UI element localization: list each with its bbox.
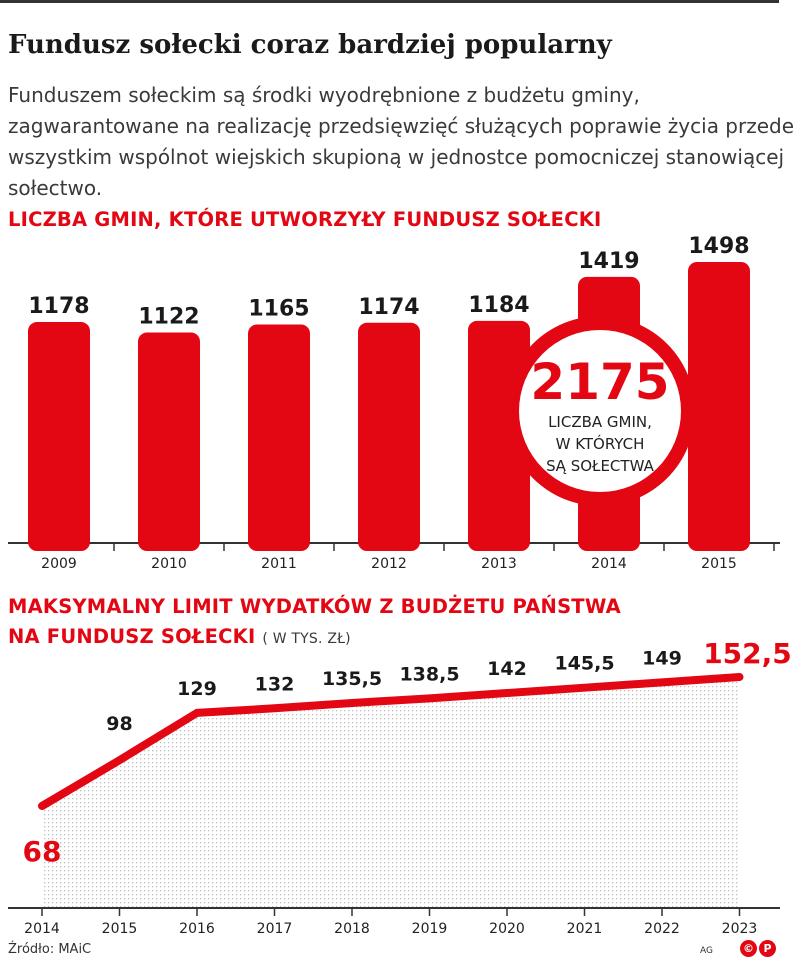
bar-chart <box>0 225 805 580</box>
point-value-label: 98 <box>106 713 133 736</box>
bar-category-label: 2010 <box>151 556 187 572</box>
bar-category-label: 2014 <box>591 556 627 572</box>
line-chart-unit: ( W TYS. ZŁ) <box>262 631 351 647</box>
page-title: Fundusz sołecki coraz bardziej popularny <box>8 30 612 60</box>
line-x-label: 2019 <box>411 921 448 935</box>
callout-line2: W KTÓRYCH <box>555 435 645 453</box>
bar-category-label: 2012 <box>371 556 407 572</box>
area-fill <box>42 677 740 908</box>
line-x-label: 2018 <box>334 921 370 935</box>
line-x-label: 2021 <box>566 921 603 935</box>
point-value-label: 68 <box>22 835 62 868</box>
phonogram-icon: P <box>759 940 776 957</box>
line-x-label: 2017 <box>256 921 293 935</box>
line-x-label: 2022 <box>644 921 680 935</box>
callout-number: 2175 <box>530 353 670 411</box>
bar-value-label: 1498 <box>688 234 750 259</box>
bar-value-label: 1174 <box>358 294 420 320</box>
point-value-label: 138,5 <box>399 663 460 686</box>
line-x-label: 2020 <box>489 921 525 935</box>
line-chart <box>0 630 805 935</box>
callout-line1: LICZBA GMIN, <box>548 413 652 431</box>
copyright-icon: © <box>740 940 757 957</box>
bar-category-label: 2009 <box>41 556 77 572</box>
bar <box>28 322 90 551</box>
bar-value-label: 1122 <box>138 304 200 330</box>
point-value-label: 149 <box>642 647 682 670</box>
bar <box>688 262 750 551</box>
bar-chart-title: LICZBA GMIN, KTÓRE UTWORZYŁY FUNDUSZ SOŁECKI <box>8 208 602 231</box>
line-x-label: 2014 <box>24 921 60 935</box>
intro-text: Funduszem sołeckim są środki wyodrębnione z budżetu gminy, zagwarantowane na realizację przedsięwzięć służących poprawie życia przede wszystkim wspólnot wiejskich skupioną w jednostce pomocniczej stanowiącej sołectwo. <box>8 83 795 200</box>
point-value-label: 129 <box>177 677 217 700</box>
line-x-label: 2023 <box>721 921 758 935</box>
point-value-label: 135,5 <box>321 667 383 690</box>
author-credit: AG <box>700 946 713 956</box>
line-chart-title-line1: MAKSYMALNY LIMIT WYDATKÓW Z BUDŻETU PAŃSTWA <box>8 595 621 618</box>
bar <box>138 333 200 551</box>
point-value-label: 132 <box>254 673 295 696</box>
callout-line3: SĄ SOŁECTWA <box>546 457 654 475</box>
bar-value-label: 1184 <box>468 292 530 318</box>
bar-value-label: 1165 <box>248 296 310 322</box>
bar-value-label: 1178 <box>28 294 90 320</box>
point-value-label: 145,5 <box>554 652 615 675</box>
bar-category-label: 2011 <box>261 556 297 572</box>
line-x-label: 2016 <box>179 921 215 935</box>
bar <box>248 324 310 551</box>
point-value-label: 142 <box>487 658 527 681</box>
point-value-label: 152,5 <box>703 637 792 670</box>
line-chart-title-line2: NA FUNDUSZ SOŁECKI <box>8 625 256 648</box>
bar-category-label: 2015 <box>701 556 737 572</box>
bar <box>358 323 420 551</box>
top-rule <box>0 0 779 3</box>
bar-category-label: 2013 <box>481 556 517 572</box>
bar-value-label: 1419 <box>578 248 640 274</box>
source-note: Źródło: MAiC <box>8 942 92 957</box>
line-x-label: 2015 <box>101 921 138 935</box>
